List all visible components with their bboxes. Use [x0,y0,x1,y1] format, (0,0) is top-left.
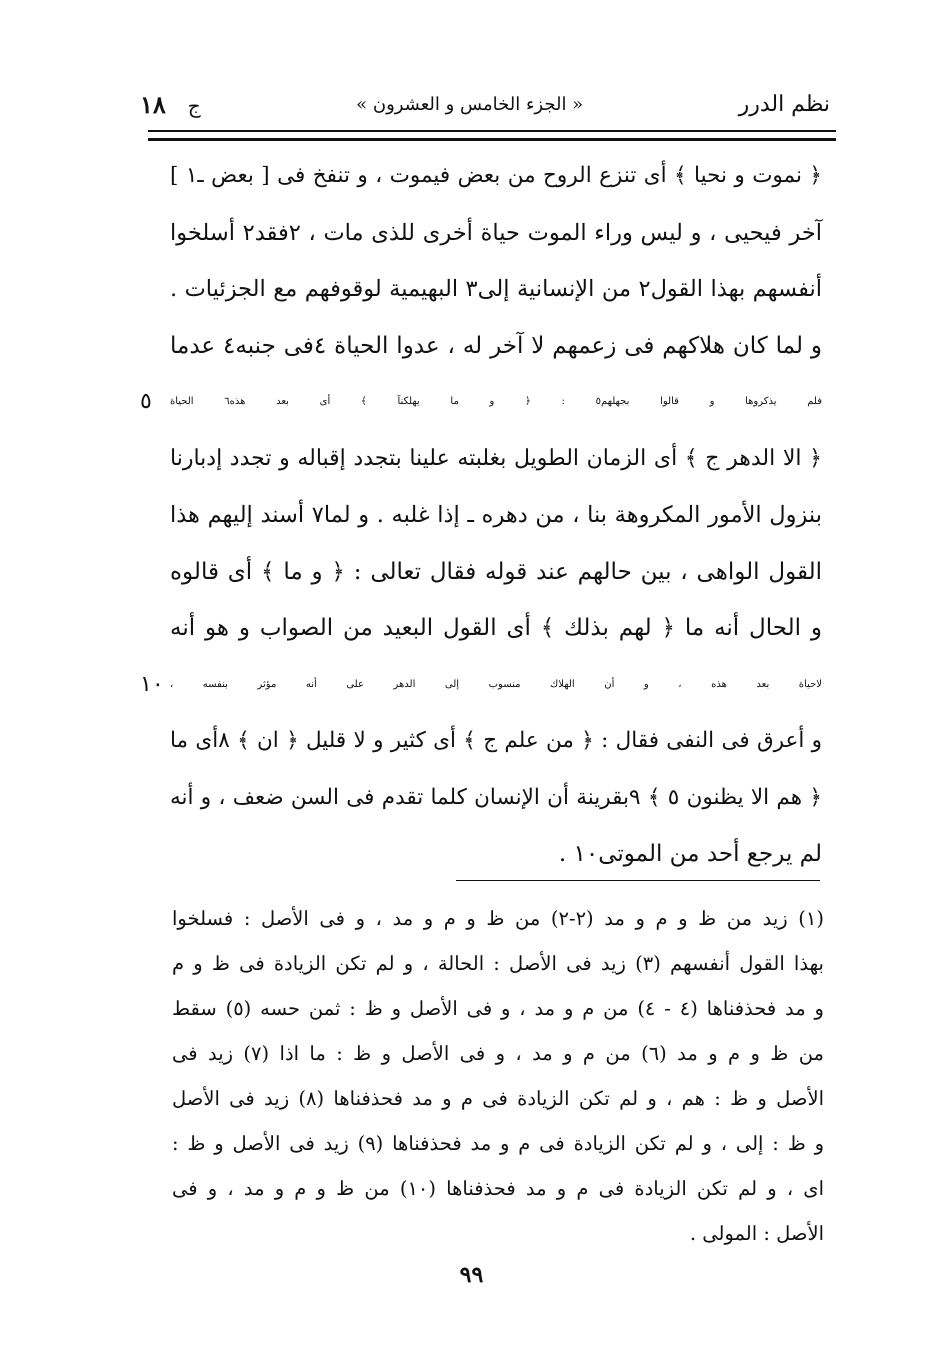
juz-number: ١٨ [140,89,166,119]
juz-marker: ج [187,93,201,118]
margin-line-number: ١٠ [140,671,164,697]
footnote-line: (١) زيد من ظ و م و مد (٢-٢) من ظ و م و مد ، و فى الأصل : فسلخوا [172,907,825,930]
text-line: و لما كان هلاكهم فى زعمهم لا آخر له ، عدوا الحياة ٤فى جنبه٤ عدما [170,332,822,359]
text-line: ﴿ نموت و نحيا ﴾ أى تنزع الروح من بعض فيموت ، و تنفخ فى [ بعض ـ١ ] [170,163,822,188]
footnote-line: من ظ و م و مد (٦) من م و مد ، و فى الأصل و ظ : ما اذا (٧) زيد فى [172,1042,825,1065]
text-line: و أعرق فى النفى فقال : ﴿ من علم ج ﴾ أى كثير و لا قليل ﴿ ان ﴾ ٨أى ما [170,728,823,753]
text-line: ﴿ الا الدهر ج ﴾ أى الزمان الطويل بغلبته علينا بتجدد إقباله و تجدد إدبارنا [170,445,822,471]
text-line: لم يرجع أحد من الموتى١٠ . [558,841,822,867]
text-line: آخر فيحيى ، و ليس وراء الموت حياة أخرى للذى مات ، ٢فقد٢ أسلخوا [170,219,823,246]
part-title: « الجزء الخامس و العشرون » [356,93,584,115]
page-number: ٩٩ [459,1262,484,1288]
book-title: نظم الدرر [738,91,830,117]
text-line: أنفسهم بهذا القول٢ من الإنسانية إلى٣ البهيمية لوقوفهم مع الجزئيات . [170,276,822,302]
running-header [140,84,830,124]
text-line-content: لاحياة بعد هذه ، و أن الهلاك منسوب إلى الدهر على أنه مؤثر بنفسه ، [170,678,822,690]
footnote-separator [456,880,820,881]
main-text [140,148,823,883]
footnotes [172,896,824,1256]
footnote-line: الأصل : المولى . [689,1222,824,1245]
text-line: القول الواهى ، بين حالهم عند قوله فقال تعالى : ﴿ و ما ﴾ أى قالوه [170,558,822,585]
margin-line-number: ٥ [140,389,152,414]
text-line-10 [140,657,822,714]
footnote-line: اى ، و لم تكن الزيادة فى م و مد فحذفناها (١٠) من ظ و م و مد ، و فى [172,1177,824,1200]
text-line-content: فلم يذكروها و قالوا بجهلهم٥ : ﴿ و ما يهلكنآ ﴾ أى بعد هذه٦ الحياة [170,396,822,407]
text-line: و الحال أنه ما ﴿ لهم بذلك ﴾ أى القول البعيد من الصواب و هو أنه [170,615,822,641]
footnote-line: الأصل و ظ : هم ، و لم تكن الزيادة فى م و مد فحذفناها (٨) زيد فى الأصل [172,1087,824,1110]
juz-indicator [140,90,201,119]
text-line: بنزول الأمور المكروهة بنا ، من دهره ـ إذا غلبه . و لما٧ أسند إليهم هذا [170,502,822,528]
text-line-5 [140,374,822,431]
text-line: ﴿ هم الا يظنون ٥ ﴾ ٩بقرينة أن الإنسان كلما تقدم فى السن ضعف ، و أنه [170,784,822,810]
footnote-line: بهذا القول أنفسهم (٣) زيد فى الأصل : الحالة ، و لم تكن الزيادة فى ظ و م [172,952,824,975]
footnote-line: و ظ : إلى ، و لم تكن الزيادة فى م و مد فحذفناها (٩) زيد فى الأصل و ظ : [172,1132,824,1155]
footnote-line: و مد فحذفناها (٤ - ٤) من م و مد ، و فى الأصل و ظ : ثمن حسه (٥) سقط [172,997,824,1020]
header-rule [148,130,836,141]
